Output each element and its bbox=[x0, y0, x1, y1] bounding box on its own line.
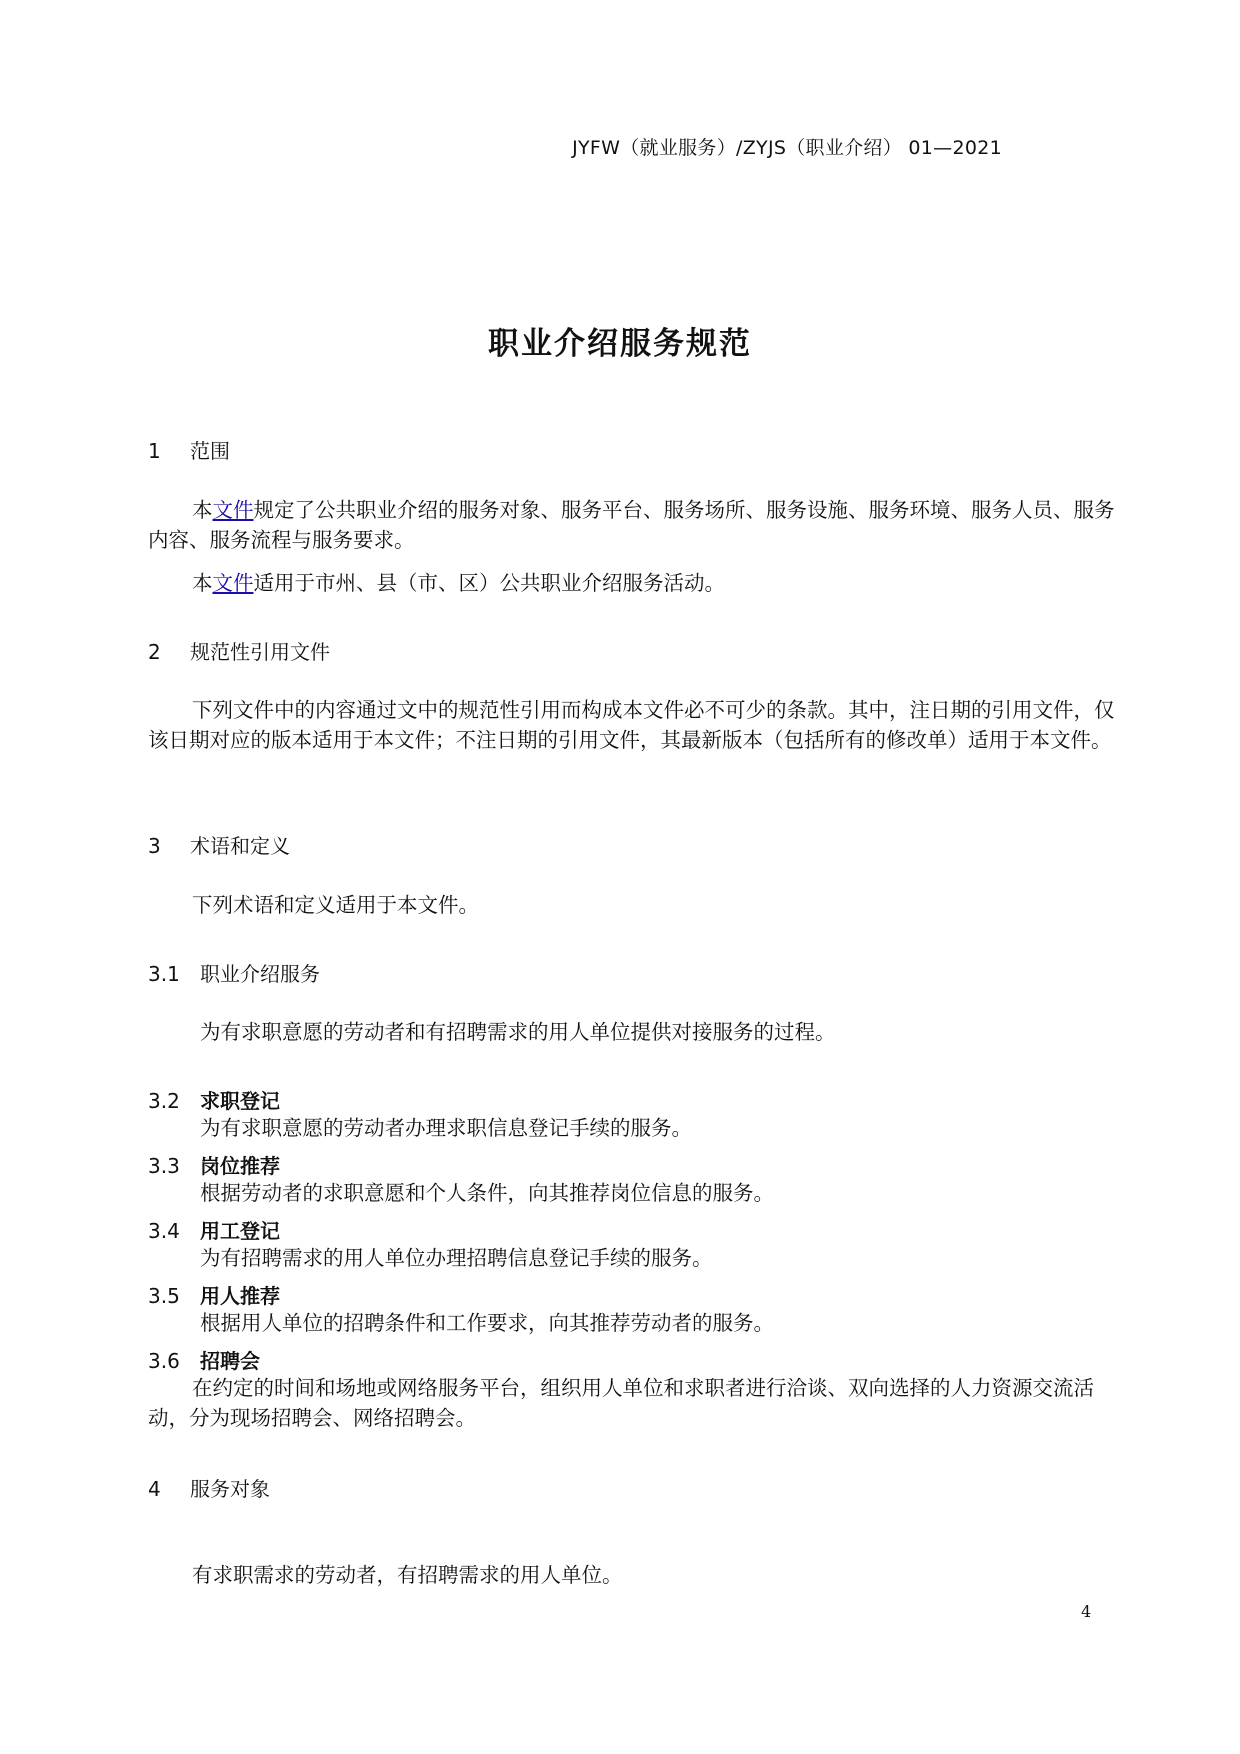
term-definition: 为有招聘需求的用人单位办理招聘信息登记手续的服务。 bbox=[200, 1246, 713, 1270]
page-title: 职业介绍服务规范 bbox=[488, 326, 752, 362]
section-number: 4 bbox=[148, 1477, 161, 1501]
document-link[interactable]: 文件 bbox=[212, 571, 254, 595]
term-title: 用人推荐 bbox=[200, 1284, 280, 1308]
section-title: 服务对象 bbox=[190, 1477, 270, 1501]
term-heading bbox=[148, 1085, 280, 1114]
term-title: 用工登记 bbox=[200, 1219, 280, 1243]
term-title: 岗位推荐 bbox=[200, 1154, 280, 1178]
term-number: 3.1 bbox=[148, 962, 180, 986]
term-definition: 根据用人单位的招聘条件和工作要求，向其推荐劳动者的服务。 bbox=[200, 1311, 774, 1335]
text: 规定了公共职业介绍的服务对象、服务平台、服务场所、服务设施、服务环境、服务人员、服务内容、服务流程与服务要求。 bbox=[148, 498, 1115, 552]
terms-intro-paragraph: 下列术语和定义适用于本文件。 bbox=[192, 893, 479, 917]
section-title: 规范性引用文件 bbox=[190, 640, 330, 664]
term-number: 3.3 bbox=[148, 1154, 180, 1178]
document-code-header: JYFW（就业服务）/ZYJS（职业介绍） 01—2021 bbox=[572, 137, 1002, 159]
section-heading-service-targets bbox=[148, 1473, 270, 1502]
term-title: 职业介绍服务 bbox=[200, 962, 320, 986]
section-number: 1 bbox=[148, 439, 161, 463]
term-heading bbox=[148, 958, 320, 987]
term-heading bbox=[148, 1150, 280, 1179]
section-number: 2 bbox=[148, 640, 161, 664]
section-heading-normative-references bbox=[148, 636, 330, 665]
section-heading-terms bbox=[148, 830, 290, 859]
term-heading bbox=[148, 1215, 280, 1244]
page-number: 4 bbox=[1081, 1602, 1092, 1621]
text: 本 bbox=[192, 498, 213, 522]
term-definition: 为有求职意愿的劳动者办理求职信息登记手续的服务。 bbox=[200, 1116, 692, 1140]
term-definition: 在约定的时间和场地或网络服务平台，组织用人单位和求职者进行洽谈、双向选择的人力资源交流活动，分为现场招聘会、网络招聘会。 bbox=[148, 1376, 1094, 1430]
term-number: 3.2 bbox=[148, 1089, 180, 1113]
term-definition: 根据劳动者的求职意愿和个人条件，向其推荐岗位信息的服务。 bbox=[200, 1181, 774, 1205]
term-number: 3.4 bbox=[148, 1219, 180, 1243]
section-title: 范围 bbox=[190, 439, 230, 463]
section-title: 术语和定义 bbox=[190, 834, 290, 858]
service-targets-paragraph: 有求职需求的劳动者，有招聘需求的用人单位。 bbox=[192, 1563, 623, 1587]
term-title: 招聘会 bbox=[200, 1349, 260, 1373]
text: 本 bbox=[192, 571, 213, 595]
term-number: 3.5 bbox=[148, 1284, 180, 1308]
section-number: 3 bbox=[148, 834, 161, 858]
scope-paragraph-1 bbox=[148, 495, 1118, 555]
term-heading bbox=[148, 1280, 280, 1309]
scope-paragraph-2 bbox=[148, 568, 1118, 598]
document-link[interactable]: 文件 bbox=[212, 498, 254, 522]
term-definition: 为有求职意愿的劳动者和有招聘需求的用人单位提供对接服务的过程。 bbox=[200, 1020, 836, 1044]
references-paragraph: 下列文件中的内容通过文中的规范性引用而构成本文件必不可少的条款。其中，注日期的引用文件，仅该日期对应的版本适用于本文件；不注日期的引用文件，其最新版本（包括所有的修改单）适用于本文件。 bbox=[148, 698, 1115, 752]
text: 适用于市州、县（市、区）公共职业介绍服务活动。 bbox=[253, 571, 725, 595]
term-number: 3.6 bbox=[148, 1349, 180, 1373]
term-title: 求职登记 bbox=[200, 1089, 280, 1113]
term-heading bbox=[148, 1345, 260, 1374]
section-heading-scope bbox=[148, 435, 230, 464]
